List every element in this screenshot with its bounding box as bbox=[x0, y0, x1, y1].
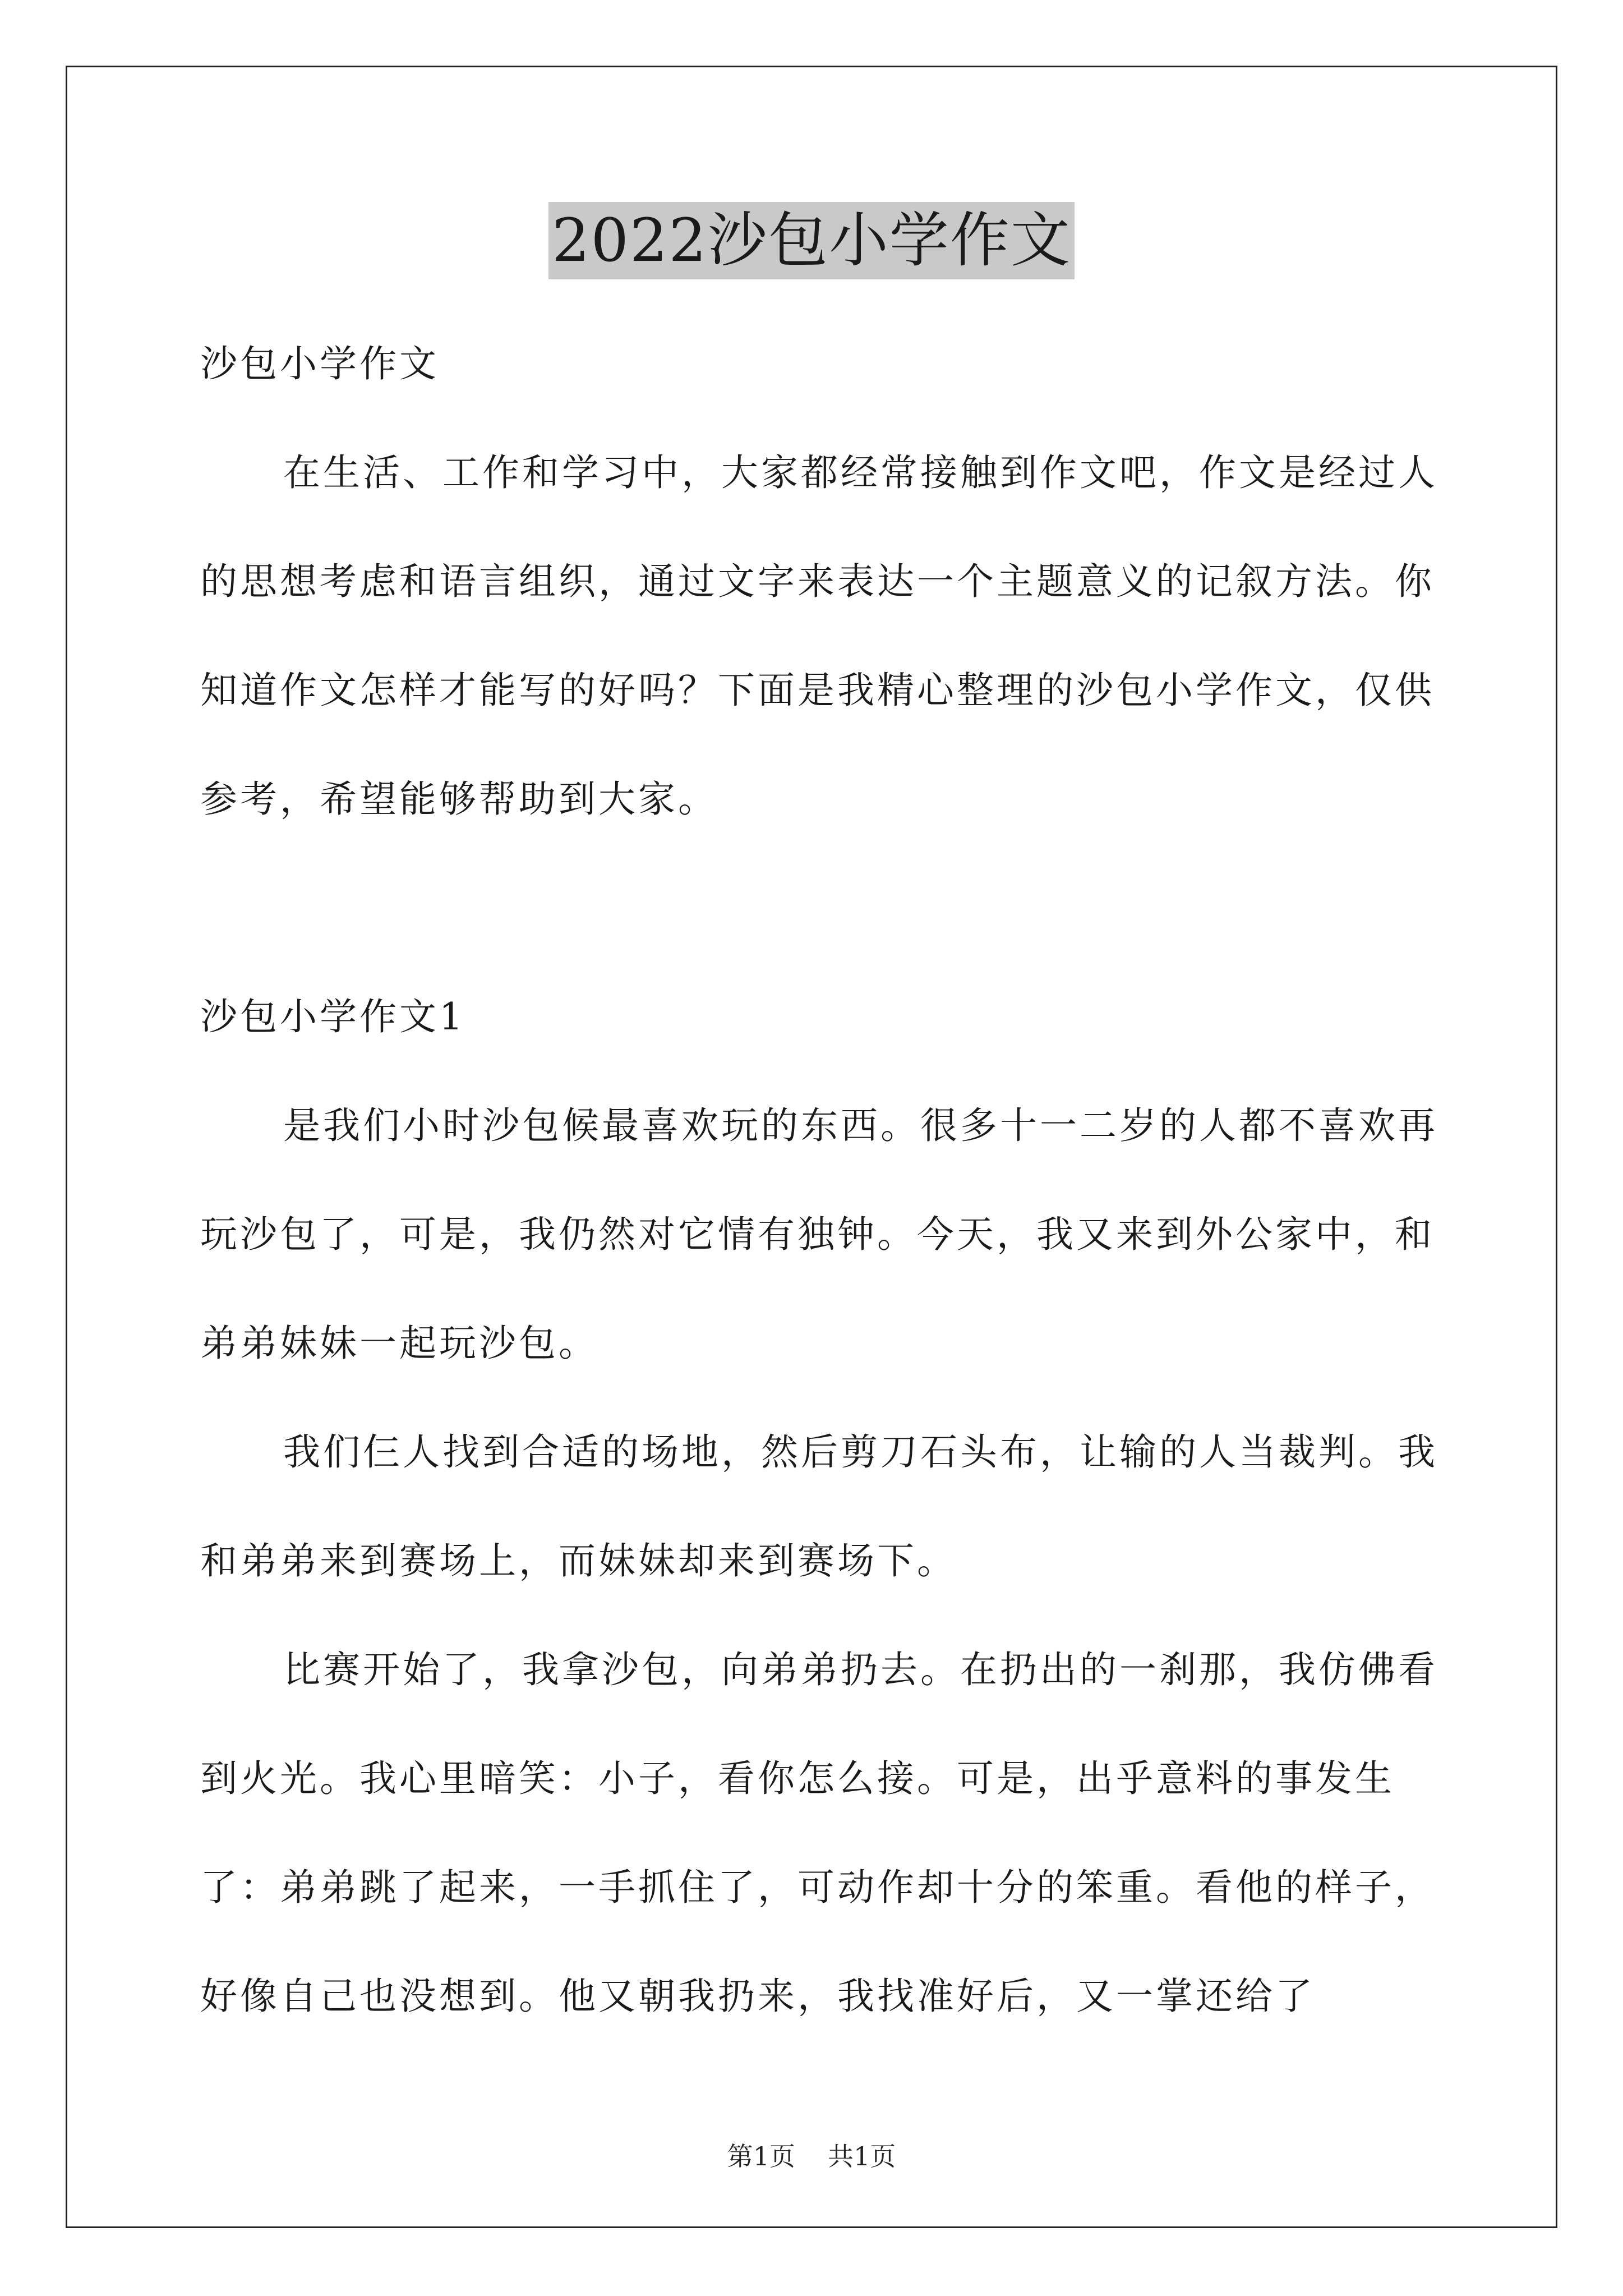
document-title bbox=[0, 202, 1623, 279]
page-number-current: 第1页 bbox=[727, 2141, 795, 2171]
section-heading: 沙包小学作文1 bbox=[200, 995, 465, 1038]
body-paragraph: 比赛开始了，我拿沙包，向弟弟扔去。在扔出的一刹那，我仿佛看到火光。我心里暗笑：小子，看你怎么接。可是，出乎意料的事发生了：弟弟跳了起来，一手抓住了，可动作却十分的笨重。看他的样子，好像自己也没想到。他又朝我扔来，我找准好后，又一掌还给了 bbox=[200, 1648, 1438, 2018]
page-number-total: 共1页 bbox=[828, 2141, 896, 2171]
document-body bbox=[200, 310, 1456, 2051]
body-paragraph: 是我们小时沙包候最喜欢玩的东西。很多十一二岁的人都不喜欢再玩沙包了，可是，我仍然对它情有独钟。今天，我又来到外公家中，和弟弟妹妹一起玩沙包。 bbox=[200, 1104, 1438, 1365]
intro-heading: 沙包小学作文 bbox=[200, 342, 439, 385]
section-spacer bbox=[200, 854, 1456, 963]
intro-paragraph: 在生活、工作和学习中，大家都经常接触到作文吧，作文是经过人的思想考虑和语言组织，通过文字来表达一个主题意义的记叙方法。你知道作文怎样才能写的好吗？下面是我精心整理的沙包小学作文，仅供参考，希望能够帮助到大家。 bbox=[200, 451, 1438, 821]
document-title-text: 2022沙包小学作文 bbox=[548, 202, 1075, 279]
page-footer bbox=[0, 2136, 1623, 2173]
body-paragraph: 我们仨人找到合适的场地，然后剪刀石头布，让输的人当裁判。我和弟弟来到赛场上，而妹妹却来到赛场下。 bbox=[200, 1430, 1438, 1582]
